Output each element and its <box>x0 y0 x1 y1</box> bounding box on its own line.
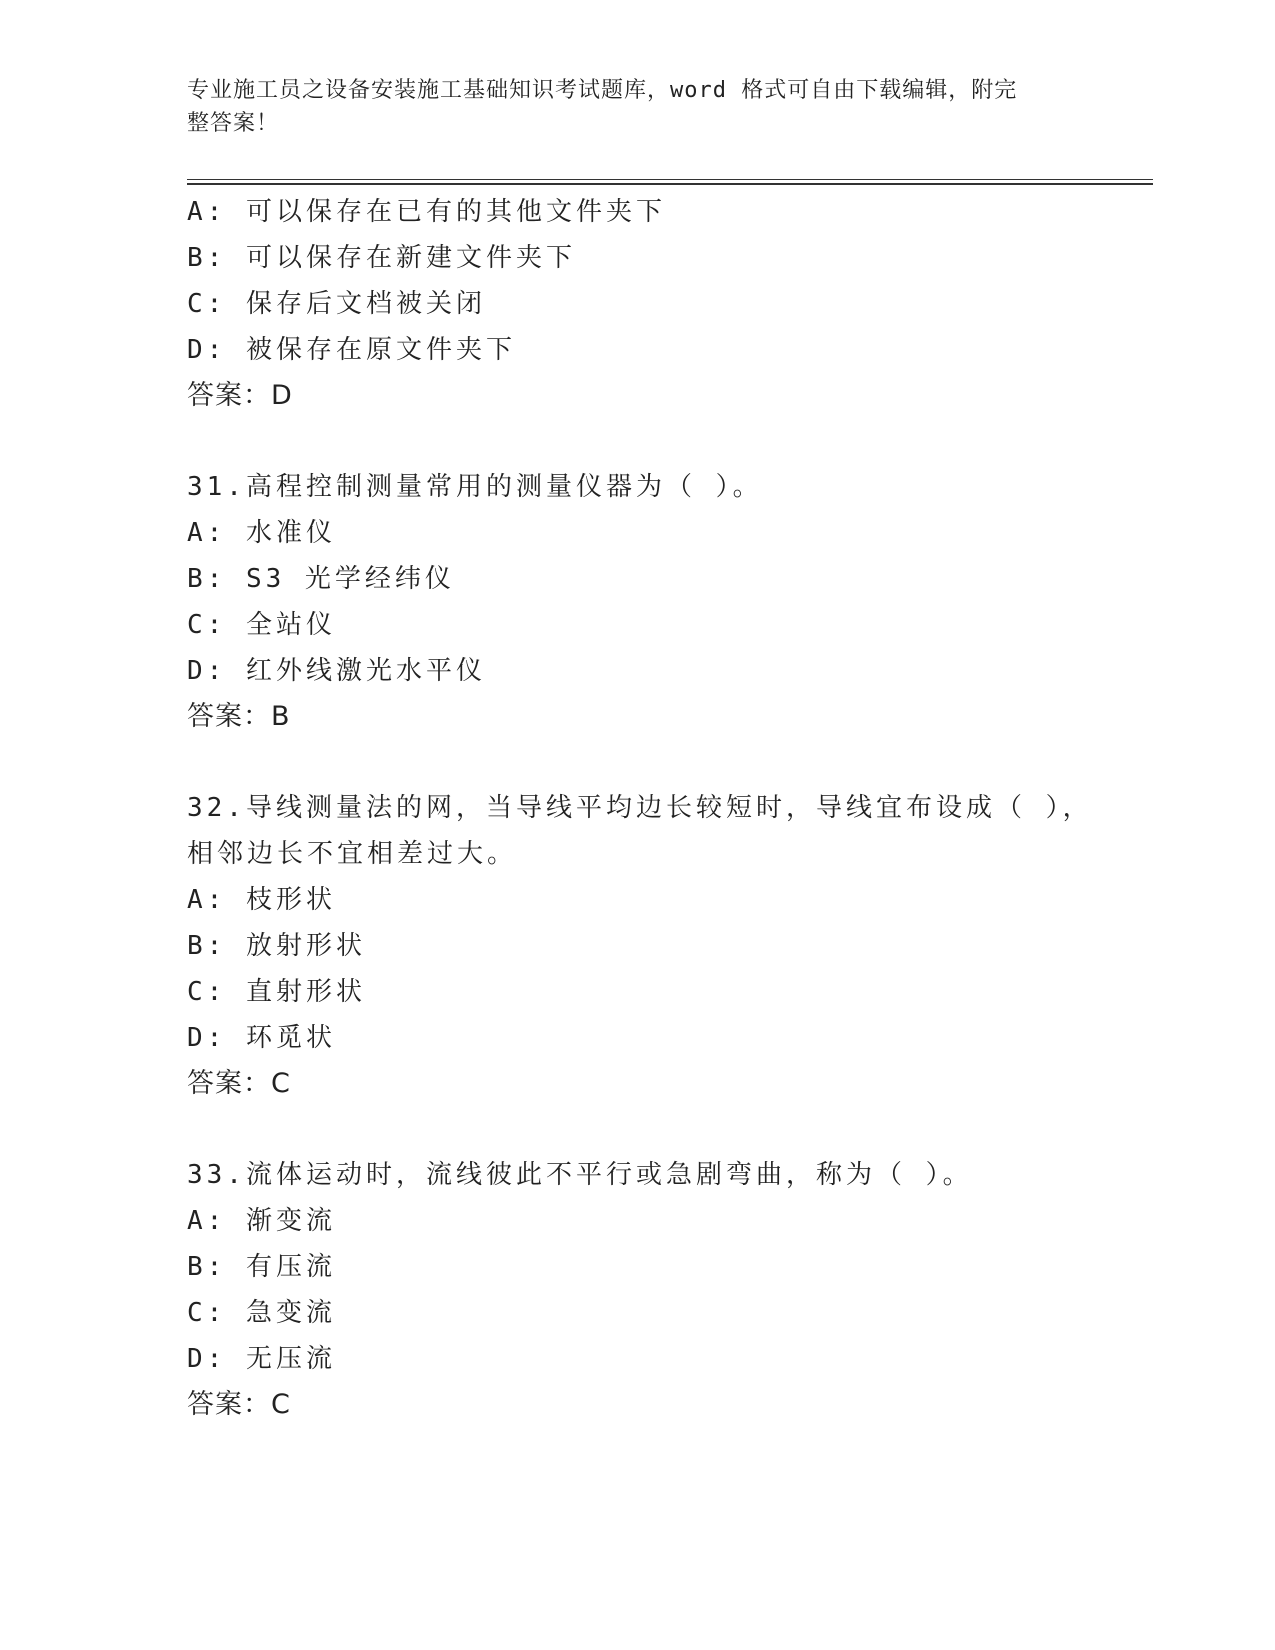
header-divider-thin <box>187 179 1153 180</box>
answer-line: 答案：C <box>187 1389 291 1420</box>
question-block <box>187 1152 1087 1428</box>
question-text: 32.导线测量法的网，当导线平均边长较短时，导线宜布设成（ ）， <box>187 793 1093 823</box>
question-block <box>187 785 1093 1107</box>
option-a: A: 渐变流 <box>187 1206 336 1236</box>
spacer <box>187 419 1087 464</box>
header-divider-thick <box>187 183 1153 185</box>
spacer <box>187 1107 1087 1152</box>
question-text: 31.高程控制测量常用的测量仪器为（ ）。 <box>187 472 763 502</box>
option-b: B: S3 光学经纬仪 <box>187 564 455 594</box>
answer-line: 答案：D <box>187 380 293 411</box>
option-a: A: 水准仪 <box>187 518 336 548</box>
answer-line: 答案：B <box>187 701 291 732</box>
question-list <box>187 189 1093 1428</box>
question-text-continued: 相邻边长不宜相差过大。 <box>187 839 518 869</box>
question-text: 33.流体运动时，流线彼此不平行或急剧弯曲，称为（ ）。 <box>187 1160 973 1190</box>
option-a: A: 可以保存在已有的其他文件夹下 <box>187 197 666 227</box>
spacer <box>187 740 1087 785</box>
option-c: C: 急变流 <box>187 1298 336 1328</box>
option-c: C: 保存后文档被关闭 <box>187 289 486 319</box>
document-header <box>187 74 1067 140</box>
question-block <box>187 464 1087 740</box>
question-block <box>187 189 1087 419</box>
answer-line: 答案：C <box>187 1068 291 1099</box>
option-c: C: 直射形状 <box>187 977 366 1007</box>
option-b: B: 有压流 <box>187 1252 336 1282</box>
header-line-1: 专业施工员之设备安装施工基础知识考试题库，word 格式可自由下载编辑，附完 <box>187 78 1018 103</box>
option-d: D: 被保存在原文件夹下 <box>187 335 516 365</box>
option-d: D: 无压流 <box>187 1344 336 1374</box>
option-c: C: 全站仪 <box>187 610 336 640</box>
option-a: A: 枝形状 <box>187 885 336 915</box>
header-line-2: 整答案！ <box>187 111 280 136</box>
option-b: B: 放射形状 <box>187 931 366 961</box>
option-d: D: 环觅状 <box>187 1023 336 1053</box>
option-d: D: 红外线激光水平仪 <box>187 656 486 686</box>
option-b: B: 可以保存在新建文件夹下 <box>187 243 576 273</box>
